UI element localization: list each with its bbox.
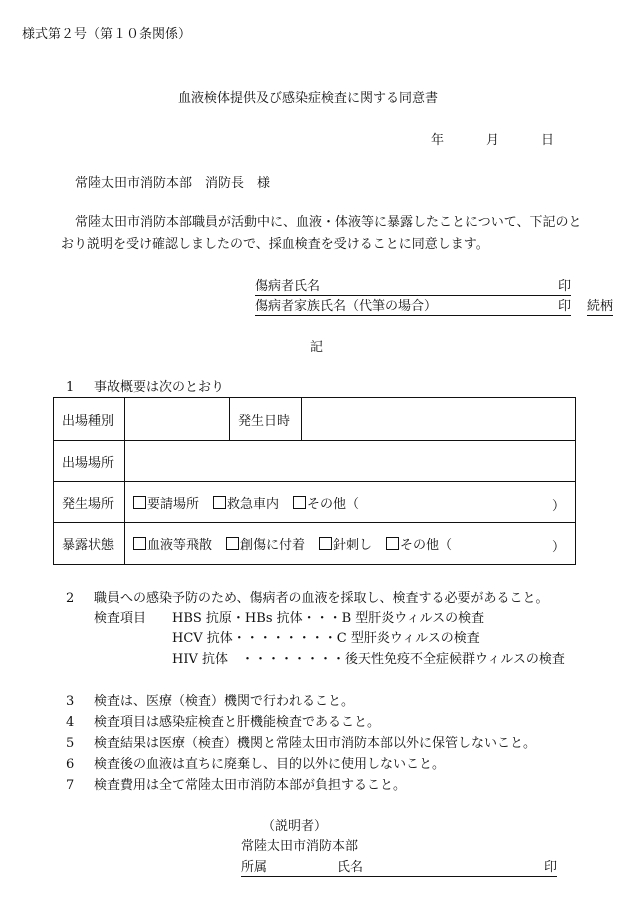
checkbox-icon[interactable] (226, 537, 239, 550)
exposure-option-other[interactable]: その他（ (386, 534, 452, 553)
patient-name-label: 傷病者氏名 (255, 279, 321, 294)
addressee: 常陸太田市消防本部 消防長 様 (75, 176, 271, 191)
test-item-hiv: HIV 抗体 ・・・・・・・・後天性免疫不全症候群ウィルスの検査 (172, 652, 565, 667)
family-seal: 印 (557, 299, 571, 314)
close-paren: ） (551, 499, 565, 514)
explainer-signature-line[interactable] (241, 861, 557, 877)
checkbox-icon[interactable] (213, 496, 226, 509)
exposure-option-needle[interactable]: 針刺し (319, 534, 372, 553)
checkbox-icon[interactable] (386, 537, 399, 550)
item-7 (66, 779, 406, 792)
checkbox-icon[interactable] (133, 496, 146, 509)
section-1-number: 1 (66, 380, 75, 395)
dispatch-type-label: 出場種別 (54, 398, 125, 441)
explainer-label: （説明者） (262, 819, 328, 834)
item-number: 5 (66, 736, 75, 751)
section-1-text: 事故概要は次のとおり (94, 380, 225, 395)
patient-seal: 印 (557, 279, 571, 294)
place-option-request[interactable]: 要請場所 (133, 493, 199, 512)
dispatch-place-label: 出場場所 (54, 441, 125, 482)
item-number: 7 (66, 778, 75, 793)
section-2-number: 2 (66, 591, 75, 606)
accident-table (53, 397, 576, 565)
occurrence-datetime-label: 発生日時 (230, 398, 302, 441)
close-paren: ） (551, 540, 565, 555)
item-number: 6 (66, 757, 75, 772)
document-title: 血液検体提供及び感染症検査に関する同意書 (178, 91, 439, 106)
checkbox-icon[interactable] (133, 537, 146, 550)
section-2-text: 職員への感染予防のため、傷病者の血液を採取し、検査する必要があること。 (94, 591, 549, 606)
exposure-option-splash[interactable]: 血液等飛散 (133, 534, 212, 553)
relationship-label[interactable]: 続柄 (587, 299, 614, 314)
intro-line-1: 常陸太田市消防本部職員が活動中に、血液・体液等に暴露したことについて、下記のと (75, 215, 582, 230)
table-row (54, 482, 576, 523)
dispatch-type-field[interactable] (125, 398, 230, 441)
family-name-line[interactable] (255, 300, 571, 316)
table-row (54, 441, 576, 482)
date-day: 日 (541, 133, 555, 148)
intro-line-2: おり説明を受け確認しましたので、採血検査を受けることに同意します。 (61, 237, 489, 252)
ki-heading: 記 (310, 340, 324, 355)
test-item-hbs: HBS 抗原・HBs 抗体・・・B 型肝炎ウィルスの検査 (172, 611, 485, 626)
item-number: 3 (66, 694, 75, 709)
exposure-options (125, 523, 576, 565)
place-option-ambulance[interactable]: 救急車内 (213, 493, 279, 512)
item-6 (66, 758, 445, 771)
occurrence-datetime-field[interactable] (302, 398, 576, 441)
affiliation-label: 所属 (241, 860, 268, 875)
item-text: 検査後の血液は直ちに廃棄し、目的以外に使用しないこと。 (94, 757, 446, 772)
checkbox-icon[interactable] (319, 537, 332, 550)
date-month: 月 (486, 133, 500, 148)
occurrence-place-options (125, 482, 576, 523)
item-text: 検査費用は全て常陸太田市消防本部が負担すること。 (94, 778, 407, 793)
item-text: 検査は、医療（検査）機関で行われること。 (94, 694, 355, 709)
patient-name-line[interactable] (255, 280, 571, 296)
section-2 (66, 592, 548, 605)
family-name-label: 傷病者家族氏名（代筆の場合） (255, 299, 438, 314)
exposure-label: 暴露状態 (54, 523, 125, 565)
table-row (54, 398, 576, 441)
explainer-org: 常陸太田市消防本部 (241, 839, 359, 854)
section-1 (66, 381, 224, 394)
dispatch-place-field[interactable] (125, 441, 576, 482)
item-text: 検査項目は感染症検査と肝機能検査であること。 (94, 715, 381, 730)
exposure-option-wound[interactable]: 創傷に付着 (226, 534, 305, 553)
test-item-hcv: HCV 抗体・・・・・・・・C 型肝炎ウィルスの検査 (172, 631, 480, 646)
checkbox-icon[interactable] (293, 496, 306, 509)
explainer-name-label: 氏名 (337, 860, 364, 875)
date-year: 年 (431, 133, 445, 148)
item-5 (66, 737, 536, 750)
place-option-other[interactable]: その他（ (293, 493, 359, 512)
item-text: 検査結果は医療（検査）機関と常陸太田市消防本部以外に保管しないこと。 (94, 736, 537, 751)
item-4 (66, 716, 380, 729)
item-number: 4 (66, 715, 75, 730)
table-row (54, 523, 576, 565)
item-3 (66, 695, 354, 708)
occurrence-place-label: 発生場所 (54, 482, 125, 523)
form-number: 様式第２号（第１０条関係） (22, 27, 192, 42)
explainer-seal: 印 (543, 860, 557, 875)
test-items-label: 検査項目 (94, 611, 147, 626)
